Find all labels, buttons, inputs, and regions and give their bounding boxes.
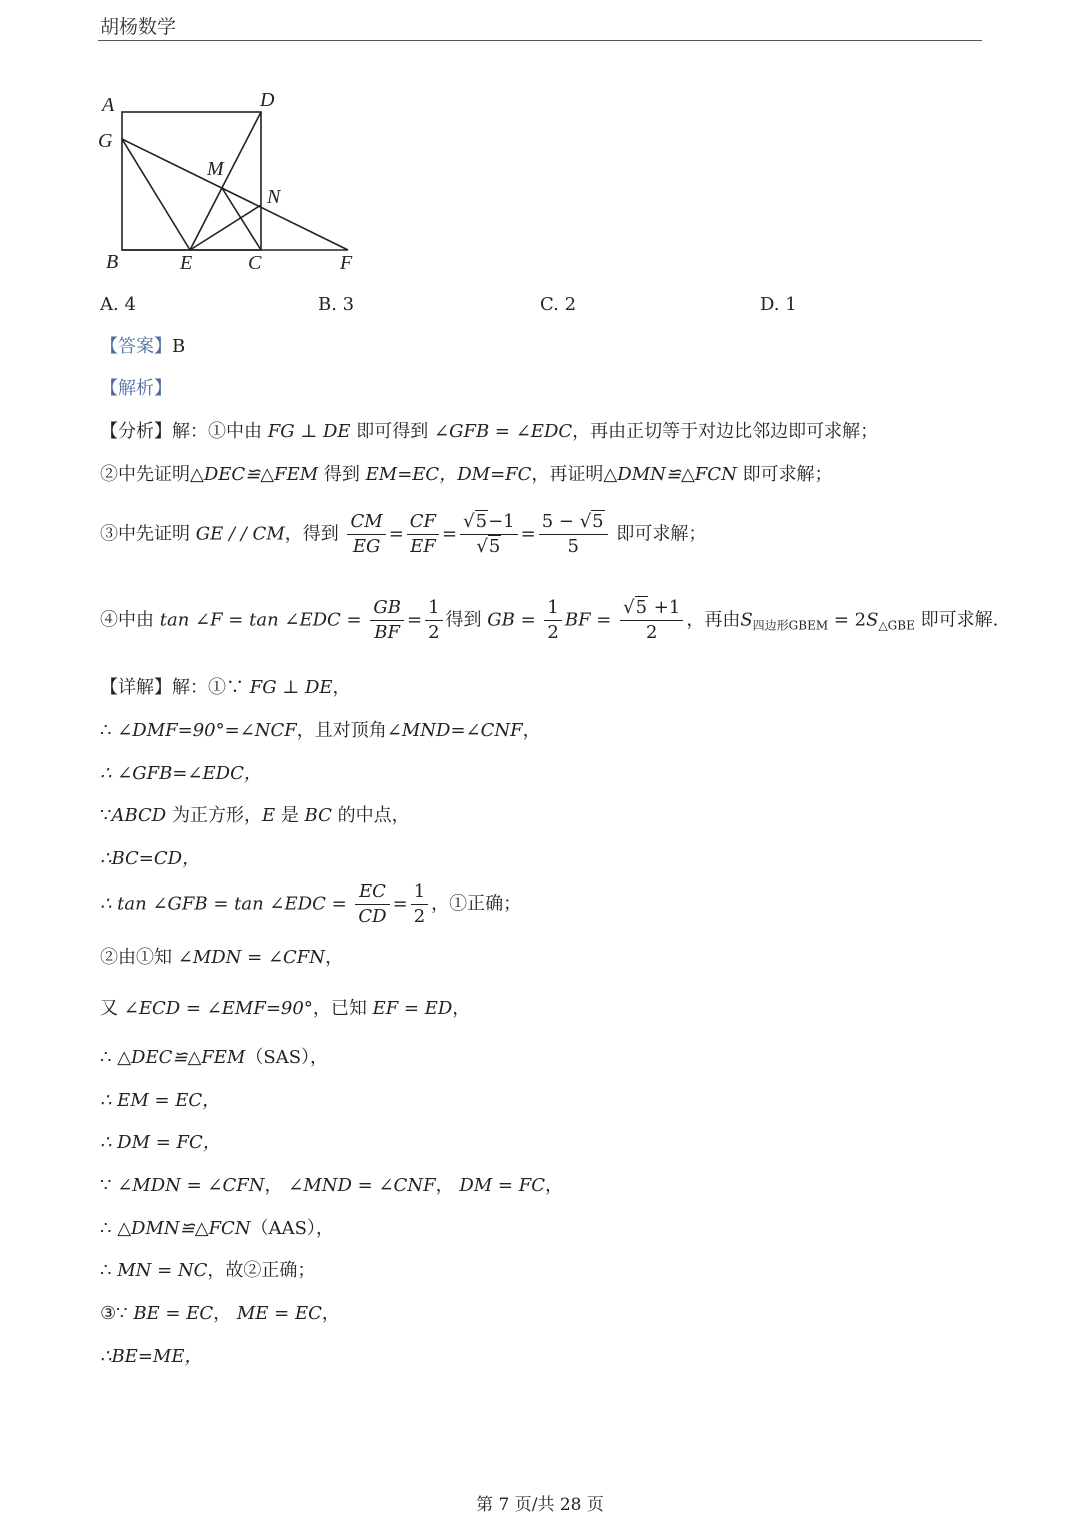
text: ，再由 bbox=[686, 609, 741, 631]
numerator: CM bbox=[347, 510, 385, 535]
analysis-line-4: ④中由 tan ∠F = tan ∠EDC = $\frac{GB}{BF}$ = $\frac{1}{2}$ 得到 GB = $\frac{1}{2}$ BF = $\frac{√5 +1}{2}$ ，再由$S_{四边形GBEM} = 2S_{\triangle GBE}$ 即可求解. bbox=[100, 597, 999, 643]
text: ，①正确； bbox=[431, 893, 522, 915]
analysis-line-3: ③中先证明 GE / / CM，得到 $\frac{CM}{EG}$ = $\frac{CF}{EF}$ = $\frac{√5-1}{√5}$ = $\frac{5 - √5}{5}$ 即可求解； bbox=[100, 511, 707, 557]
math: ∠MDN = ∠CFN bbox=[117, 1175, 265, 1196]
subscript: △GBE bbox=[878, 618, 915, 633]
header-divider bbox=[98, 40, 982, 41]
denominator: CD bbox=[358, 906, 387, 927]
text: ∴ bbox=[100, 1047, 118, 1068]
text: ， bbox=[264, 1175, 283, 1196]
math: ∴ tan ∠GFB = tan ∠EDC = bbox=[100, 893, 347, 915]
fraction bbox=[407, 510, 439, 559]
detail-line-4 bbox=[100, 804, 410, 828]
text: ③中先证明 bbox=[100, 523, 190, 545]
answer-tag: 【答案】 bbox=[100, 336, 172, 357]
text: ∴ bbox=[100, 720, 118, 741]
radicand: 5 bbox=[488, 536, 501, 557]
text: ， bbox=[522, 720, 541, 741]
fraction bbox=[347, 510, 385, 559]
math: = 2 bbox=[828, 609, 867, 631]
option-b: B. 3 bbox=[318, 294, 355, 315]
denominator: 2 bbox=[428, 622, 440, 643]
text: ∵ bbox=[100, 1175, 118, 1196]
detail-line-8 bbox=[100, 997, 470, 1021]
line-en bbox=[190, 205, 261, 250]
detail-line-12 bbox=[100, 1174, 563, 1198]
math: ∠GFB = ∠EDC bbox=[434, 421, 573, 442]
analysis-line-1 bbox=[100, 420, 878, 444]
math: DM = FC bbox=[459, 1175, 545, 1196]
fraction bbox=[544, 596, 561, 645]
denominator: EF bbox=[410, 536, 436, 557]
fraction bbox=[620, 596, 683, 645]
square-abcd bbox=[122, 112, 261, 250]
math: EM=EC，DM=FC bbox=[365, 464, 532, 485]
detail-line-3: ∴ ∠GFB=∠EDC， bbox=[100, 763, 262, 784]
numerator bbox=[620, 596, 683, 621]
text: 即可求解； bbox=[616, 523, 707, 545]
math: ∠MDN = ∠CFN bbox=[177, 947, 326, 968]
math: MN = NC bbox=[117, 1260, 208, 1281]
text: ， bbox=[435, 1175, 454, 1196]
label-m: M bbox=[207, 158, 224, 180]
math: GB = bbox=[487, 609, 536, 631]
text: ③∵ bbox=[100, 1303, 134, 1324]
detail-tag: 【详解】 bbox=[100, 677, 172, 698]
math: △DEC≌△FEM bbox=[190, 464, 319, 485]
text: 是 bbox=[275, 805, 305, 826]
page-footer: 第 7 页/共 28 页 bbox=[476, 1495, 604, 1515]
option-a: A. 4 bbox=[100, 294, 136, 315]
math: GE / / CM bbox=[195, 523, 285, 545]
detail-line-1 bbox=[100, 676, 351, 700]
text: ②由①知 bbox=[100, 947, 178, 968]
text: ，再证明 bbox=[531, 464, 604, 485]
sqrt-sign: √ bbox=[463, 511, 475, 532]
text: ②中先证明 bbox=[100, 464, 190, 485]
numerator: 1 bbox=[544, 596, 561, 621]
denominator: EG bbox=[352, 536, 381, 557]
label-b: B bbox=[106, 251, 119, 273]
detail-line-16: ∴BE=ME， bbox=[100, 1346, 203, 1367]
answer-line bbox=[100, 335, 185, 359]
option-d: D. 1 bbox=[760, 294, 797, 315]
text: ④中由 bbox=[100, 609, 154, 631]
geometry-figure bbox=[90, 85, 380, 280]
text: （AAS）， bbox=[250, 1218, 334, 1239]
text: ∴ bbox=[100, 1218, 118, 1239]
math: FG ⊥ DE bbox=[267, 421, 351, 442]
fraction bbox=[370, 596, 404, 645]
detail-line-10: ∴ EM = EC， bbox=[100, 1090, 221, 1111]
text: 得到 bbox=[445, 609, 482, 631]
label-d: D bbox=[260, 89, 275, 111]
text: ，故②正确； bbox=[207, 1260, 316, 1281]
text: 得到 bbox=[323, 464, 360, 485]
numerator: 1 bbox=[411, 880, 428, 905]
numerator: GB bbox=[370, 596, 404, 621]
fraction bbox=[425, 596, 442, 645]
text: ， bbox=[544, 1175, 563, 1196]
radicand: 5 bbox=[635, 597, 648, 618]
text: 5 − √ bbox=[541, 511, 592, 532]
math: S bbox=[740, 609, 753, 631]
detail-line-15 bbox=[100, 1302, 340, 1326]
math: △DEC≌△FEM bbox=[117, 1047, 246, 1068]
detail-line-5: ∴BC=CD， bbox=[100, 848, 201, 869]
text: 又 bbox=[100, 998, 124, 1019]
math: ∠DMF=90°=∠NCF bbox=[117, 720, 297, 741]
page-header-title: 胡杨数学 bbox=[100, 16, 177, 38]
math: FG ⊥ DE bbox=[249, 677, 333, 698]
radicand: 5 bbox=[475, 511, 488, 532]
numerator: CF bbox=[407, 510, 439, 535]
detail-line-14 bbox=[100, 1259, 315, 1283]
numerator: EC bbox=[355, 880, 389, 905]
label-g: G bbox=[98, 130, 113, 152]
denominator: BF bbox=[374, 622, 401, 643]
math: BE = EC bbox=[133, 1303, 214, 1324]
math: BF = bbox=[564, 609, 612, 631]
math: S bbox=[866, 609, 879, 631]
detail-line-7 bbox=[100, 946, 343, 970]
text: 为正方形， bbox=[166, 805, 262, 826]
text: ， bbox=[332, 677, 351, 698]
subscript: 四边形GBEM bbox=[752, 618, 829, 633]
denominator: 2 bbox=[413, 906, 426, 927]
text: （SAS）， bbox=[245, 1047, 329, 1068]
sqrt-sign: √ bbox=[623, 597, 635, 618]
denominator: 5 bbox=[567, 536, 579, 557]
math: ABCD bbox=[111, 805, 167, 826]
numerator bbox=[539, 510, 608, 535]
text: 解：①∵ bbox=[172, 677, 250, 698]
text: ∴ bbox=[100, 1260, 118, 1281]
detail-line-6: ∴ tan ∠GFB = tan ∠EDC = $\frac{EC}{CD}$ = $\frac{1}{2}$ ，①正确； bbox=[100, 881, 522, 927]
detail-line-2 bbox=[100, 719, 541, 743]
text: ，得到 bbox=[284, 523, 339, 545]
math: △DMN≌△FCN bbox=[117, 1218, 251, 1239]
text: 即可得到 bbox=[356, 421, 429, 442]
analysis-tag: 【解析】 bbox=[100, 378, 172, 399]
math: E bbox=[261, 805, 276, 826]
denominator bbox=[460, 535, 517, 559]
detail-line-9 bbox=[100, 1046, 328, 1070]
math: tan ∠F = tan ∠EDC = bbox=[159, 609, 362, 631]
sqrt-sign: √ bbox=[476, 536, 488, 557]
radicand: 5 bbox=[592, 511, 604, 532]
label-a: A bbox=[102, 94, 115, 116]
detail-line-11: ∴ DM = FC， bbox=[100, 1132, 221, 1153]
text: 即可求解. bbox=[920, 609, 999, 631]
denominator: 2 bbox=[547, 622, 559, 643]
text: +1 bbox=[648, 597, 681, 618]
label-c: C bbox=[248, 252, 262, 274]
math: ∠MND=∠CNF bbox=[386, 720, 523, 741]
text: ， bbox=[213, 1303, 232, 1324]
label-f: F bbox=[340, 252, 353, 274]
numerator bbox=[460, 510, 517, 535]
answer-value: B bbox=[172, 336, 186, 357]
text: ， bbox=[325, 947, 344, 968]
text: ，已知 bbox=[312, 998, 373, 1019]
text: 解：①中由 bbox=[172, 421, 262, 442]
text: 即可求解； bbox=[742, 464, 833, 485]
text: ∵ bbox=[100, 805, 112, 826]
math: EF = ED bbox=[372, 998, 453, 1019]
fraction bbox=[539, 510, 608, 559]
numerator: 1 bbox=[425, 596, 442, 621]
math: BC bbox=[304, 805, 332, 826]
fenxi-tag: 【分析】 bbox=[100, 421, 172, 442]
option-c: C. 2 bbox=[540, 294, 577, 315]
text: ，且对顶角 bbox=[296, 720, 387, 741]
text: −1 bbox=[488, 511, 515, 532]
text: ，再由正切等于对边比邻边即可求解； bbox=[572, 421, 879, 442]
detail-line-13 bbox=[100, 1217, 334, 1241]
fraction bbox=[411, 880, 428, 929]
label-n: N bbox=[267, 186, 281, 208]
analysis-line-2 bbox=[100, 463, 833, 487]
fraction bbox=[460, 510, 517, 559]
text: ， bbox=[321, 1303, 340, 1324]
text: 的中点， bbox=[331, 805, 410, 826]
fraction bbox=[355, 880, 389, 929]
math: ∠MND = ∠CNF bbox=[288, 1175, 436, 1196]
math: ∠ECD = ∠EMF=90° bbox=[123, 998, 313, 1019]
line-ed bbox=[190, 112, 261, 250]
text: ， bbox=[452, 998, 471, 1019]
label-e: E bbox=[180, 252, 193, 274]
denominator: 2 bbox=[646, 622, 658, 643]
math: △DMN≌△FCN bbox=[603, 464, 737, 485]
math: ME = EC bbox=[236, 1303, 322, 1324]
